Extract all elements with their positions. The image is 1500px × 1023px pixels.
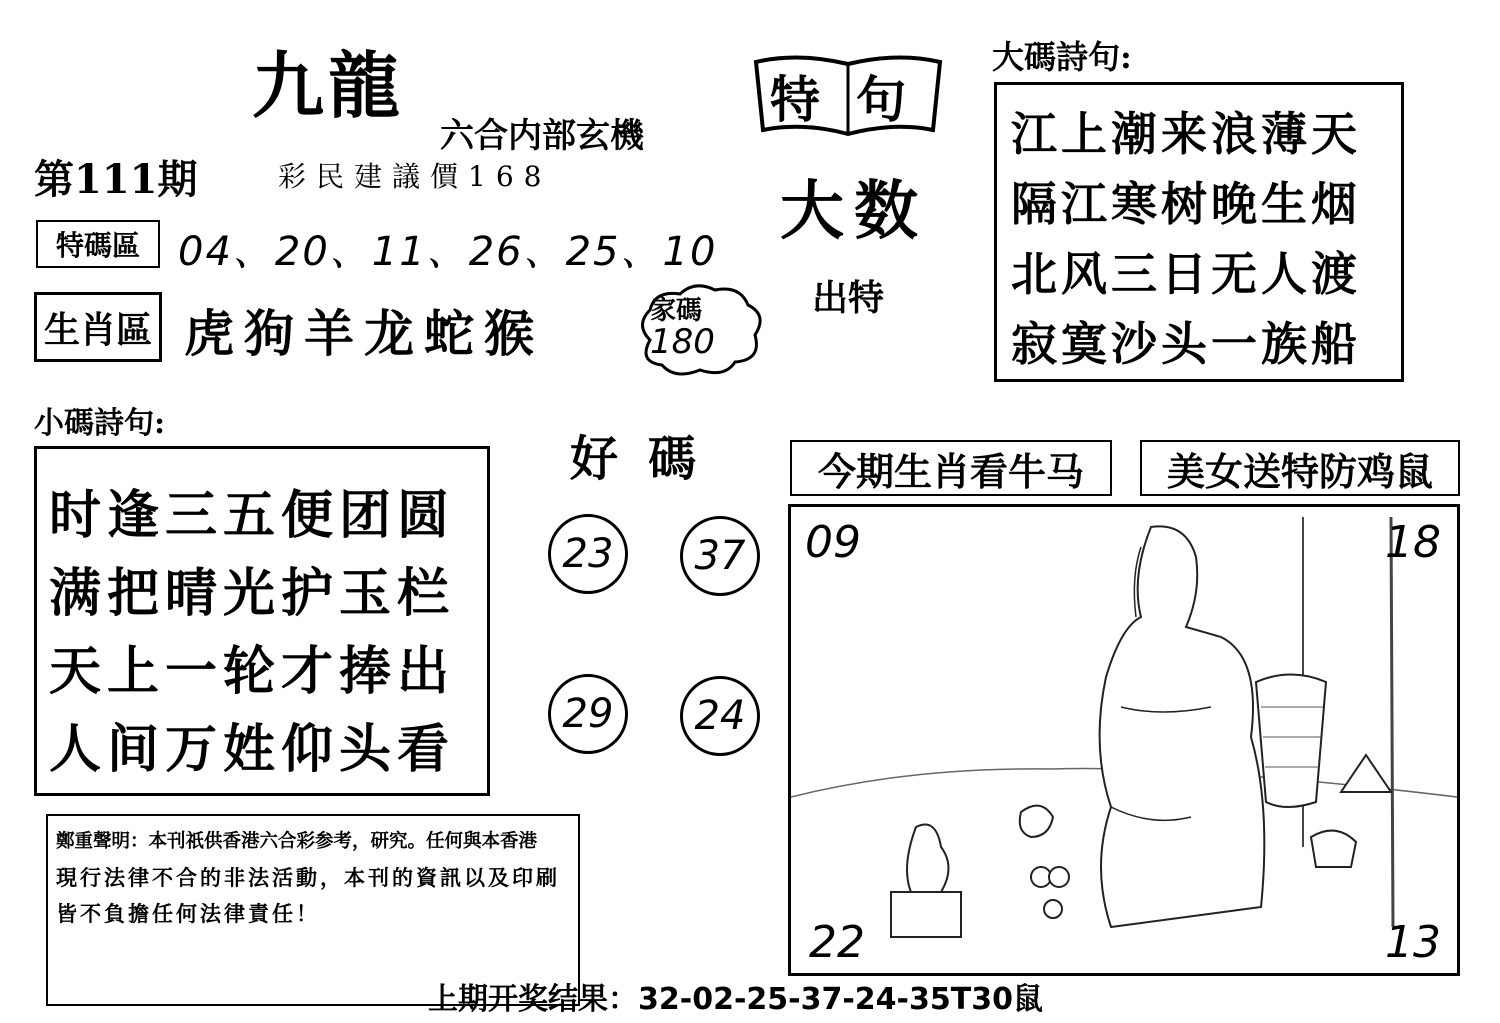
big-poem-line: 江上潮来浪薄天: [1011, 107, 1361, 161]
good-number-circle: 23: [548, 514, 628, 594]
disclaimer-line: 皆不負擔任何法律責任！: [56, 901, 320, 926]
disclaimer-line: 鄭重聲明：本刊祇供香港六合彩参考，研究。任何與本香港: [56, 831, 538, 852]
out-special-text: 出特: [812, 277, 885, 319]
zodiac-zone-label: [34, 292, 162, 362]
big-poem-line: 寂寞沙头一族船: [1011, 317, 1361, 371]
disclaimer-line: 現行法律不合的非法活動，本刊的資訊以及印刷: [56, 865, 560, 890]
big-poem-line: 北风三日无人渡: [1011, 247, 1361, 301]
small-poem-line: 满把晴光护玉栏: [49, 563, 456, 624]
special-zone-label-text: 特碼區: [55, 229, 140, 262]
last-result: 上期开奖结果：32-02-25-37-24-35T30鼠: [428, 982, 1043, 1017]
price-text: 彩民建議價168: [278, 160, 552, 193]
small-poem-box: [34, 446, 490, 796]
zodiac-zone-label-text: 生肖區: [43, 308, 152, 351]
brand-title: 九龍: [252, 43, 405, 128]
cloud-top-text: 家碼: [650, 296, 703, 326]
big-poem-box: [994, 82, 1404, 382]
picture-box: [788, 504, 1460, 976]
good-number-circle: 37: [680, 516, 760, 596]
good-number-circle: 29: [548, 674, 628, 754]
picture-num-top-left: 09: [805, 517, 861, 568]
zodiac-animals: 虎狗羊龙蛇猴: [184, 304, 544, 363]
good-numbers-title: 好碼: [570, 431, 727, 487]
sage-illustration: [791, 507, 1457, 973]
small-poem-line: 天上一轮才捧出: [49, 641, 456, 702]
cloud-number: 180: [650, 322, 715, 362]
hint-box-left: [790, 440, 1112, 496]
small-poem-title: 小碼詩句:: [34, 406, 166, 441]
small-poem-line: 时逢三五便团圆: [49, 485, 456, 546]
special-zone-numbers: 04、20、11、26、25、10: [178, 229, 718, 275]
issue-number: 第111期: [34, 156, 198, 203]
big-number-text: 大数: [780, 174, 928, 249]
big-poem-line: 隔江寒树晚生烟: [1011, 177, 1361, 231]
hint-box-right: [1140, 440, 1460, 496]
picture-num-top-right: 18: [1385, 517, 1441, 568]
book-text: 特句: [770, 70, 942, 129]
good-number-circle: 24: [680, 676, 760, 756]
picture-num-bottom-left: 22: [809, 917, 865, 968]
small-poem-line: 人间万姓仰头看: [49, 719, 456, 780]
hint-right-text: 美女送特防鸡鼠: [1166, 448, 1433, 494]
special-zone-label: [36, 220, 160, 268]
big-poem-title: 大碼詩句:: [992, 38, 1132, 76]
picture-num-bottom-right: 13: [1385, 917, 1441, 968]
hint-left-text: 今期生肖看牛马: [817, 448, 1084, 494]
brand-subtitle: 六合内部玄機: [440, 116, 644, 156]
